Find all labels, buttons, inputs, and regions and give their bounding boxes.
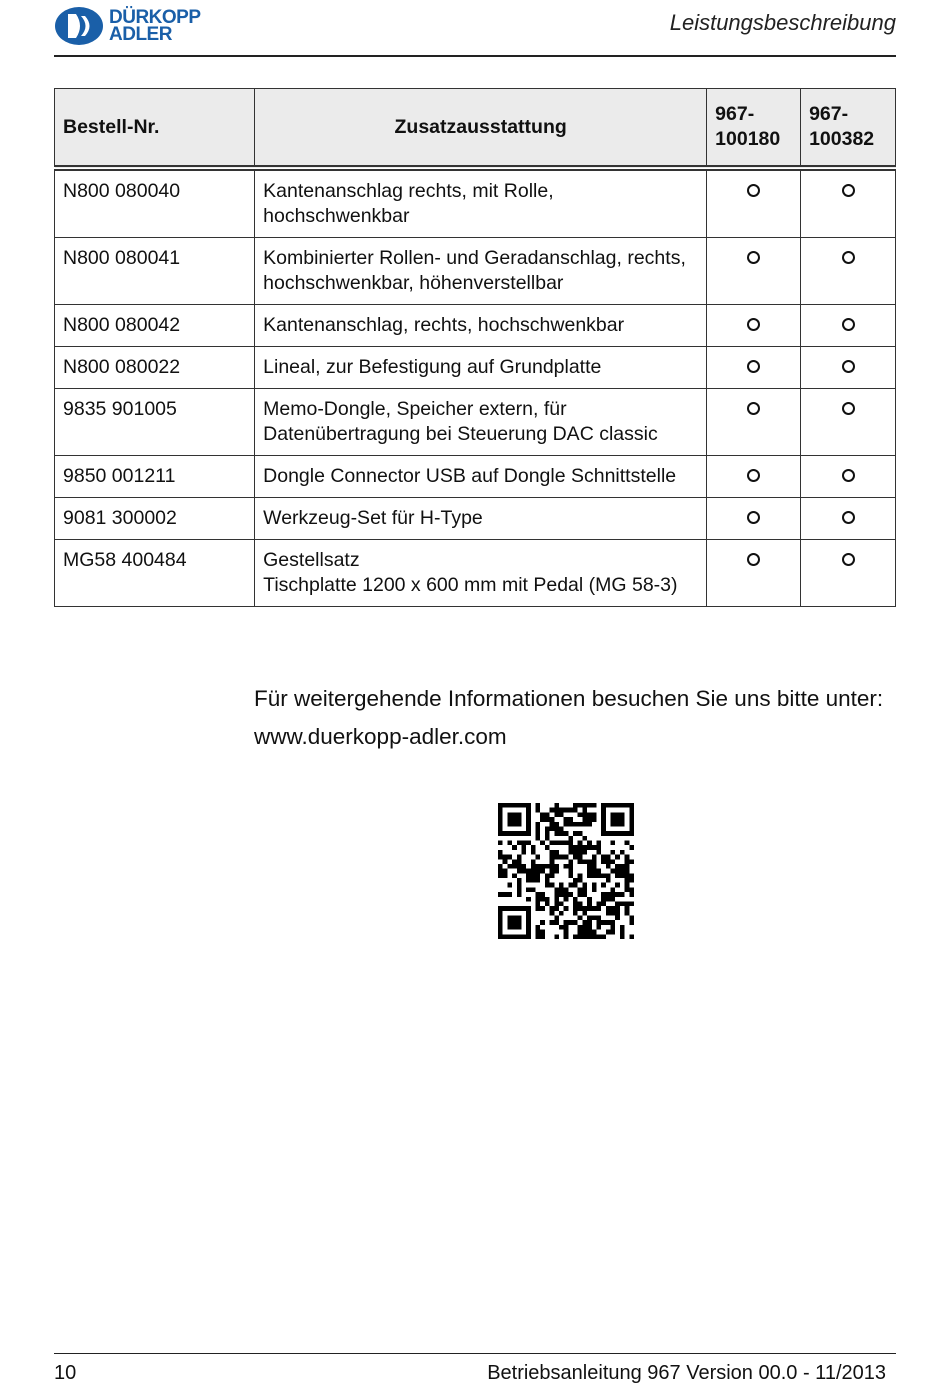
table-row [55,168,896,238]
header-model-100382 [801,89,896,169]
optional-circle-icon [747,402,760,415]
order-number-cell: N800 080041 [55,238,255,305]
model-100382-availability-cell [801,305,896,347]
model-100382-availability-cell [801,168,896,238]
order-number-cell: N800 080040 [55,168,255,238]
table-row [55,540,896,607]
model-100180-availability-cell [707,389,801,456]
logo-text-line1: DÜRKOPP [109,7,201,28]
header-divider [54,55,896,57]
table-row [55,238,896,305]
description-line: Lineal, zur Befestigung auf Grundplatte [263,356,602,378]
order-number-cell: 9850 001211 [55,456,255,498]
model-100180-availability-cell [707,540,801,607]
table-header-row [55,89,896,169]
description-line: Tischplatte 1200 x 600 mm mit Pedal (MG 58-3) [263,574,678,596]
model-100180-availability-cell [707,238,801,305]
optional-circle-icon [842,402,855,415]
logo-mark-icon [54,6,104,46]
table-body [55,168,896,607]
model-100382-availability-cell [801,238,896,305]
table-row [55,498,896,540]
optional-circle-icon [747,184,760,197]
optional-circle-icon [842,251,855,264]
order-number-cell: N800 080022 [55,347,255,389]
equipment-description-cell [255,389,707,456]
equipment-description-cell [255,347,707,389]
equipment-description-cell [255,305,707,347]
equipment-description-cell [255,168,707,238]
document-version: Betriebsanleitung 967 Version 00.0 - 11/2013 [487,1362,886,1384]
info-block [254,680,883,756]
header-model1-line2: 100180 [715,128,781,150]
description-line: Memo-Dongle, Speicher extern, für [263,398,567,420]
model-100382-availability-cell [801,389,896,456]
order-number-cell: 9835 901005 [55,389,255,456]
optional-circle-icon [842,360,855,373]
optional-circle-icon [842,553,855,566]
table-row [55,305,896,347]
header-model2-line1: 967- [809,103,849,125]
model-100180-availability-cell [707,347,801,389]
equipment-description-cell [255,498,707,540]
optional-circle-icon [747,553,760,566]
optional-circle-icon [842,184,855,197]
info-text: Für weitergehende Informationen besuchen Sie uns bitte unter: [254,686,884,711]
optional-circle-icon [842,469,855,482]
page-number: 10 [54,1362,77,1384]
website-link[interactable]: www.duerkopp-adler.com [254,724,507,749]
optional-circle-icon [747,251,760,264]
description-line: Gestellsatz [263,549,360,571]
description-line: Kantenanschlag rechts, mit Rolle, [263,180,554,202]
optional-circle-icon [747,511,760,524]
footer-divider [54,1353,896,1354]
description-line: Werkzeug-Set für H-Type [263,507,483,529]
equipment-description-cell [255,540,707,607]
optional-circle-icon [747,469,760,482]
description-line: Datenübertragung bei Steuerung DAC classic [263,423,658,445]
description-line: hochschwenkbar, höhenverstellbar [263,272,564,294]
equipment-description-cell [255,456,707,498]
model-100382-availability-cell [801,347,896,389]
model-100382-availability-cell [801,498,896,540]
accessories-table [54,88,896,607]
logo-text-line2: ADLER [109,24,172,45]
table-row [55,347,896,389]
order-number-cell: N800 080042 [55,305,255,347]
qr-code-icon[interactable] [498,803,634,939]
order-number-cell: 9081 300002 [55,498,255,540]
table-row [55,456,896,498]
model-100382-availability-cell [801,540,896,607]
header-model1-line1: 967- [715,103,755,125]
description-line: hochschwenkbar [263,205,410,227]
model-100180-availability-cell [707,456,801,498]
description-line: Kantenanschlag, rechts, hochschwenkbar [263,314,625,336]
model-100180-availability-cell [707,498,801,540]
table-row [55,389,896,456]
model-100180-availability-cell [707,305,801,347]
duerkopp-adler-logo [54,4,224,48]
equipment-description-cell [255,238,707,305]
header-equipment: Zusatzausstattung [255,89,707,169]
header-model-100180 [707,89,801,169]
model-100382-availability-cell [801,456,896,498]
section-title: Leistungsbeschreibung [669,10,896,35]
optional-circle-icon [842,318,855,331]
header-order-no: Bestell-Nr. [55,89,255,169]
model-100180-availability-cell [707,168,801,238]
optional-circle-icon [842,511,855,524]
header-model2-line2: 100382 [809,128,875,150]
optional-circle-icon [747,318,760,331]
description-line: Kombinierter Rollen- und Geradanschlag, rechts, [263,247,686,269]
description-line: Dongle Connector USB auf Dongle Schnittstelle [263,465,677,487]
order-number-cell: MG58 400484 [55,540,255,607]
optional-circle-icon [747,360,760,373]
